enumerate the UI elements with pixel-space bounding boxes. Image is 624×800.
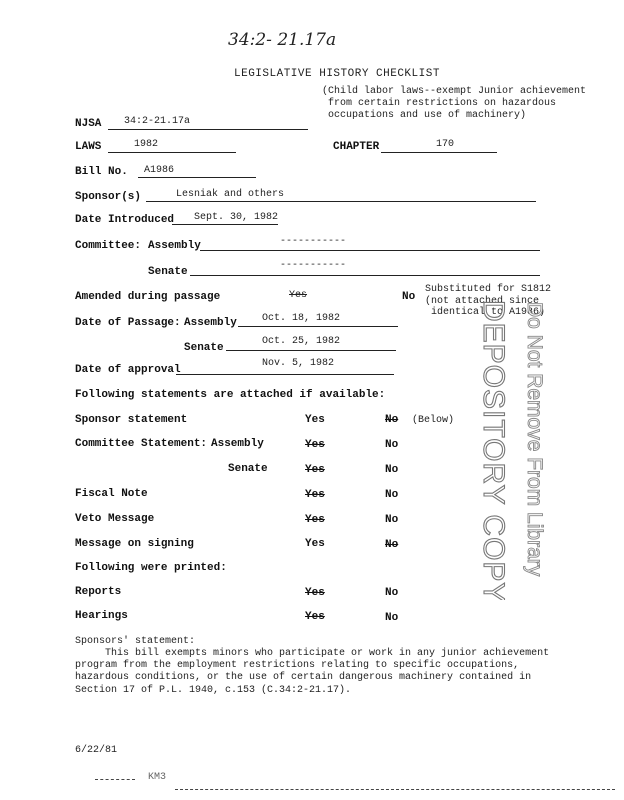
statement-fiscal-no: No [385, 489, 399, 501]
sponsor-value: Lesniak and others [176, 189, 285, 200]
bill-label: Bill No. [75, 166, 128, 178]
date-introduced-label: Date Introduced [75, 214, 175, 226]
statement-sponsor-yes: Yes [305, 414, 325, 426]
description-line-3: occupations and use of machinery) [328, 110, 527, 121]
sponsor-statement-line-4: Section 17 of P.L. 1940, c.153 (C.34:2-21.17). [75, 685, 352, 696]
njsa-value: 34:2-21.17a [124, 116, 191, 127]
chapter-value: 170 [436, 139, 455, 150]
bill-value: A1986 [144, 165, 175, 176]
approval-value: Nov. 5, 1982 [262, 358, 335, 369]
printed-heading: Following were printed: [75, 562, 227, 574]
passage-senate-underline [226, 350, 396, 351]
statement-committee-assembly-label: Assembly [211, 438, 264, 450]
sponsor-label: Sponsor(s) [75, 191, 142, 203]
date-introduced-value: Sept. 30, 1982 [194, 212, 279, 223]
depository-stamp [436, 300, 586, 600]
printed-hearings-no: No [385, 612, 399, 624]
statement-committee-senate-yes: Yes [305, 464, 325, 476]
description-line-1: (Child labor laws--exempt Junior achievement [322, 86, 587, 97]
committee-assembly-label: Assembly [148, 240, 201, 252]
committee-assembly-value: ----------- [280, 236, 347, 247]
approval-underline [176, 374, 394, 375]
printed-reports-yes: Yes [305, 587, 325, 599]
document-title: LEGISLATIVE HISTORY CHECKLIST [234, 68, 440, 80]
statement-signing-yes: Yes [305, 538, 325, 550]
stamp-do-not-remove: Do Not Remove From Library [523, 302, 546, 577]
substituted-line-1: Substituted for S1812 [425, 284, 552, 295]
sponsor-statement-line-3: hazardous conditions, or the use of certain dangerous machinery contained in [75, 672, 532, 683]
printed-hearings-yes: Yes [305, 611, 325, 623]
sponsor-statement-line-1: This bill exempts minors who participate or work in any junior achievement [75, 648, 550, 659]
statements-heading: Following statements are attached if available: [75, 389, 386, 401]
statement-veto-yes: Yes [305, 514, 325, 526]
committee-assembly-underline [200, 250, 540, 251]
passage-assembly-value: Oct. 18, 1982 [262, 313, 341, 324]
passage-senate-label: Senate [184, 342, 224, 354]
committee-senate-label: Senate [148, 266, 188, 278]
statement-signing-no: No [385, 539, 399, 551]
amended-yes: Yes [289, 290, 308, 301]
footer-dash-short [95, 779, 135, 780]
committee-senate-value: ----------- [280, 260, 347, 271]
laws-label: LAWS [75, 141, 102, 153]
statement-committee-assembly-no: No [385, 439, 399, 451]
sponsor-underline [146, 201, 536, 202]
committee-senate-underline [190, 275, 540, 276]
substituted-line-3: identical to A1986) [431, 307, 546, 318]
passage-assembly-label: Assembly [184, 317, 237, 329]
approval-label: Date of approval [75, 364, 181, 376]
chapter-label: CHAPTER [333, 141, 380, 153]
printed-reports-no: No [385, 587, 399, 599]
printed-reports-label: Reports [75, 586, 122, 598]
stamp-depository-copy: DEPOSITORY COPY [477, 300, 510, 600]
amended-no: No [402, 291, 416, 303]
substituted-line-2: (not attached since [425, 296, 540, 307]
bill-underline [138, 177, 256, 178]
passage-assembly-underline [238, 326, 398, 327]
sponsor-statement-line-2: program from the employment restrictions relating to specific occupations, [75, 660, 520, 671]
statement-sponsor-label: Sponsor statement [75, 414, 188, 426]
statement-sponsor-no: No [385, 414, 399, 426]
statement-fiscal-label: Fiscal Note [75, 488, 148, 500]
statement-veto-no: No [385, 514, 399, 526]
footer-code: KM3 [148, 772, 167, 783]
statement-committee-label: Committee Statement: [75, 438, 208, 450]
statement-signing-label: Message on signing [75, 538, 194, 550]
laws-underline [108, 152, 236, 153]
statement-veto-label: Veto Message [75, 513, 155, 525]
statement-committee-senate-no: No [385, 464, 399, 476]
committee-label: Committee: [75, 240, 142, 252]
statement-committee-senate-label: Senate [228, 463, 268, 475]
description-line-2: from certain restrictions on hazardous [328, 98, 557, 109]
statement-committee-assembly-yes: Yes [305, 439, 325, 451]
footer-dash-long [175, 789, 615, 790]
chapter-underline [381, 152, 497, 153]
statement-sponsor-note: (Below) [412, 415, 455, 426]
njsa-label: NJSA [75, 118, 102, 130]
passage-senate-value: Oct. 25, 1982 [262, 336, 341, 347]
footer-date: 6/22/81 [75, 745, 118, 756]
amended-label: Amended during passage [75, 291, 221, 303]
handwritten-reference: 34:2- 21.17a [228, 30, 337, 50]
sponsor-statement-heading: Sponsors' statement: [75, 636, 196, 647]
laws-value: 1982 [134, 139, 159, 150]
date-introduced-underline [172, 224, 278, 225]
printed-hearings-label: Hearings [75, 610, 128, 622]
passage-label: Date of Passage: [75, 317, 181, 329]
statement-fiscal-yes: Yes [305, 489, 325, 501]
njsa-underline [108, 129, 308, 130]
